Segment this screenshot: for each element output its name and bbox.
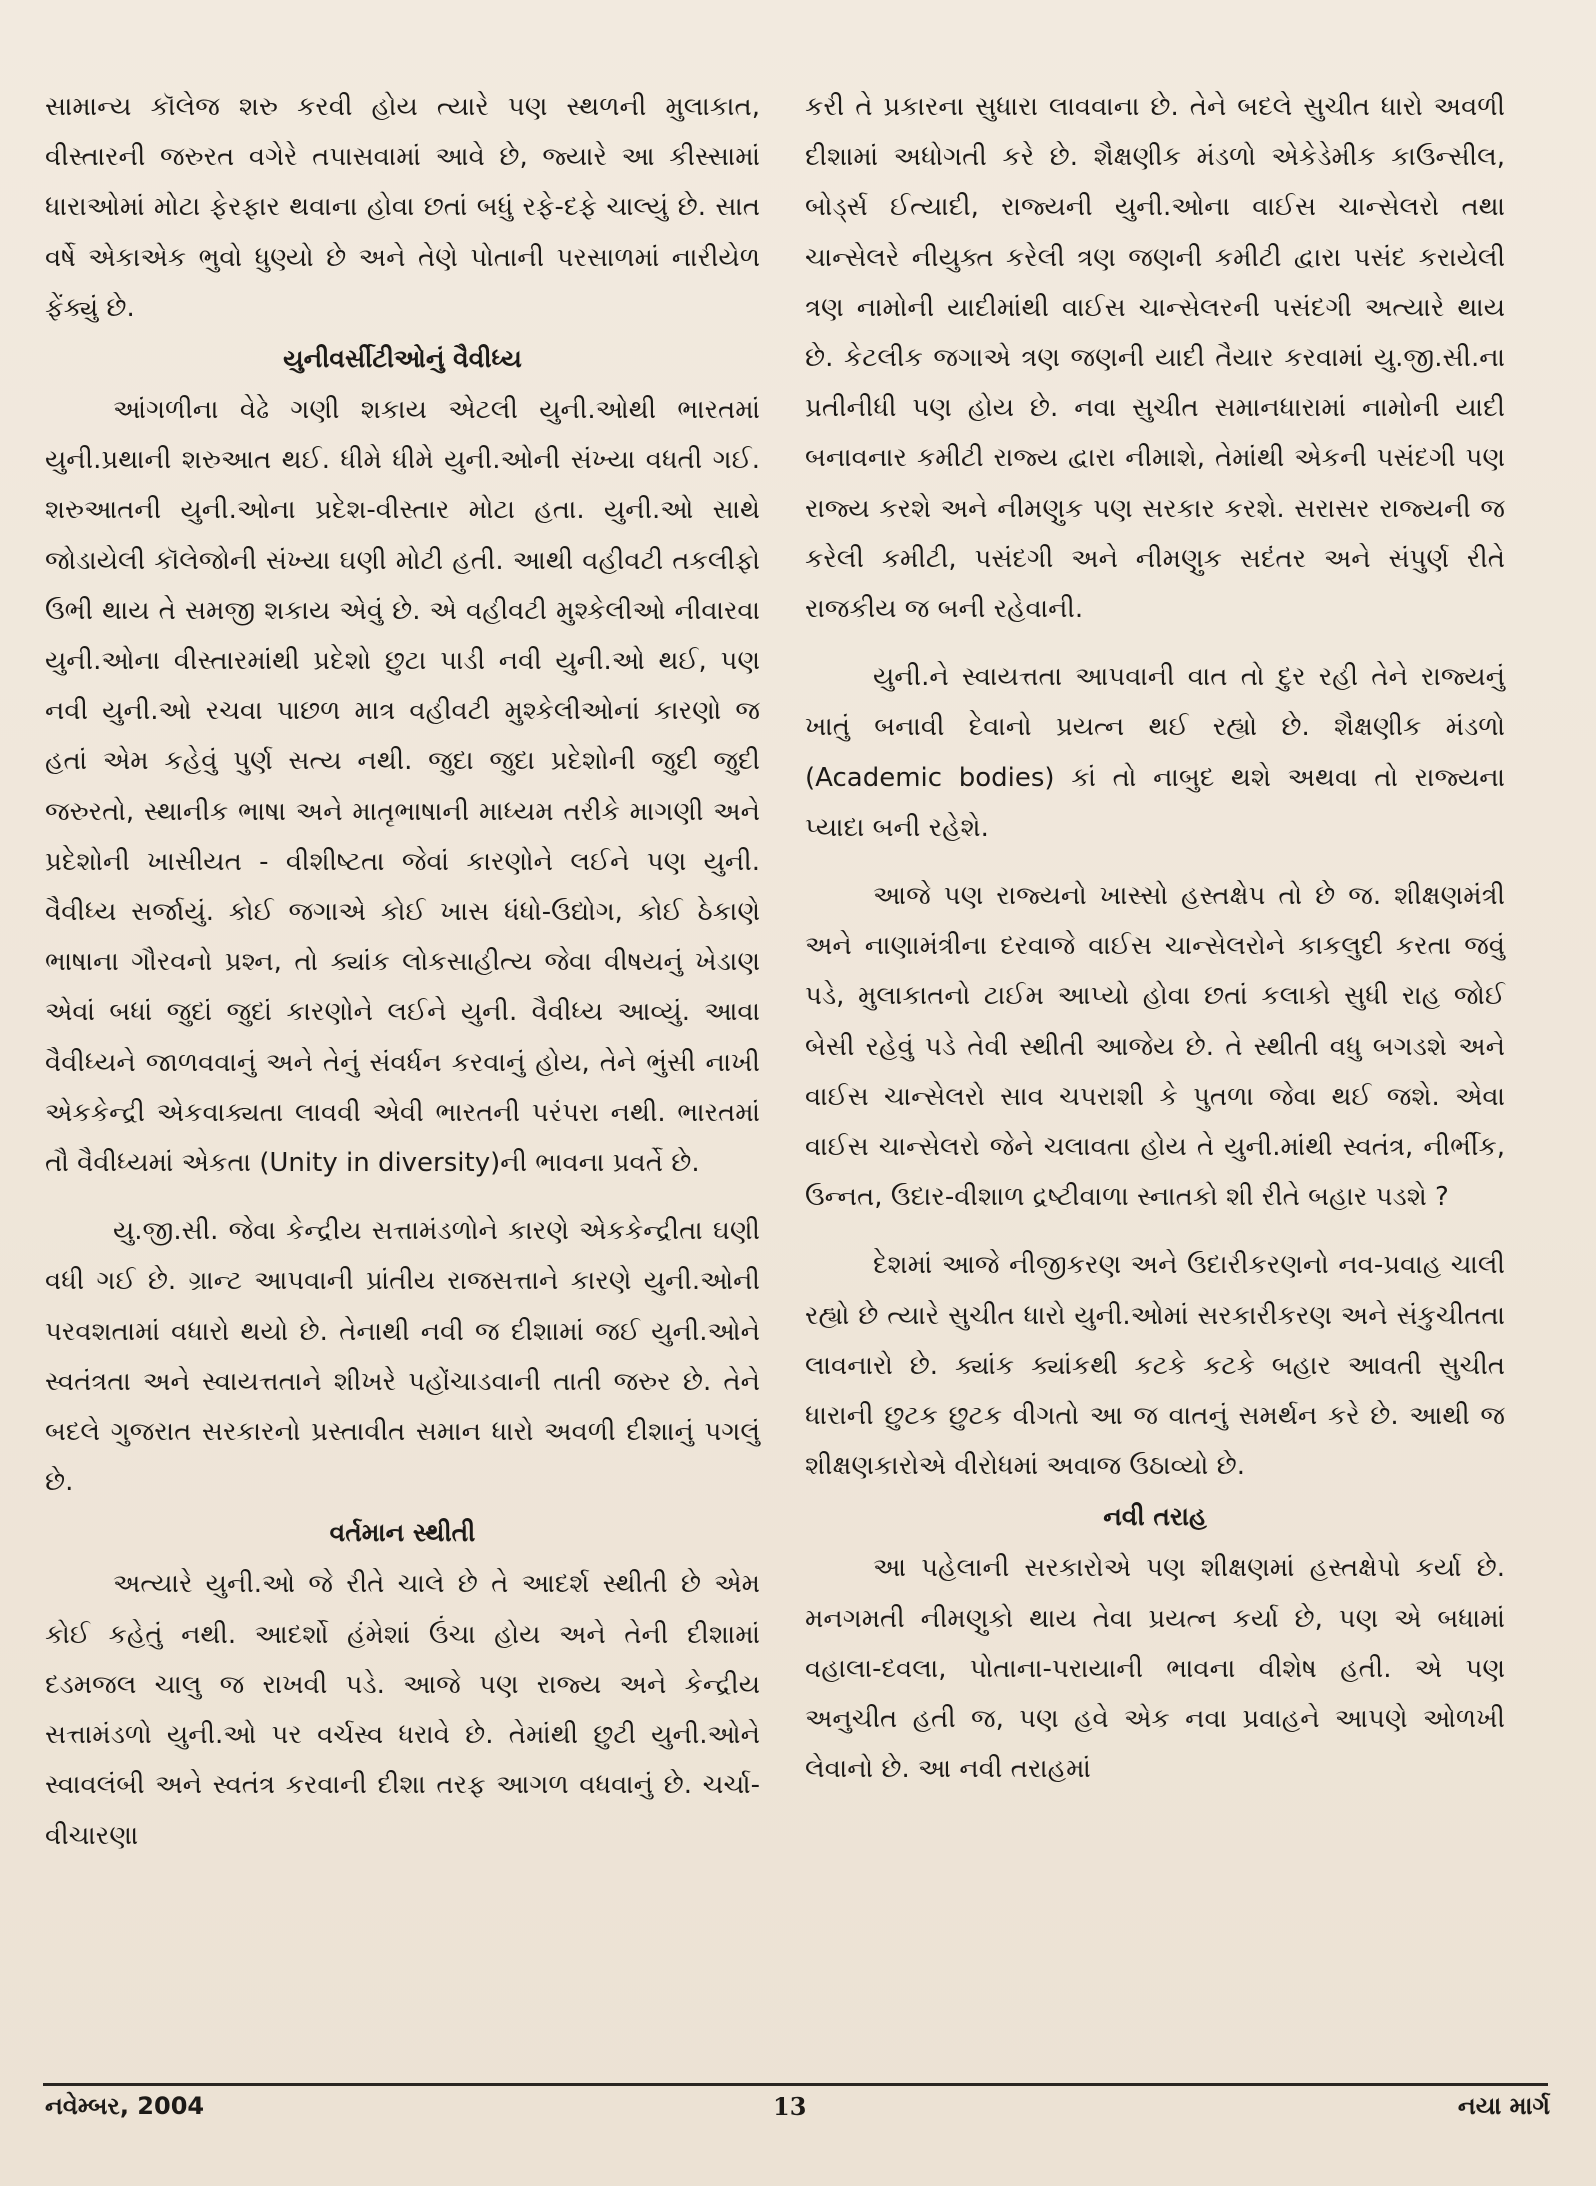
issue-date: નવેમ્બર, 2004	[45, 2092, 205, 2120]
section-heading-current-situation: વર્તમાન સ્થીતી	[329, 1518, 476, 1548]
paragraph: આજે પણ રાજ્યનો ખાસ્સો હસ્તક્ષેપ તો છે જ. શીક્ષણમંત્રી અને નાણામંત્રીના દરવાજે વાઈસ ચાન્સેલરોને કાકલુદી કરતા જવું પડે, મુલાકાતનો ટાઈમ આપ્યો હોવા છતાં કલાકો સુધી રાહ જોઈ બેસી રહેવું પડે તેવી સ્થીતી આજેય છે. તે સ્થીતી વધુ બગડશે અને વાઈસ ચાન્સેલરો સાવ ચપરાશી કે પુતળા જેવા થઈ જશે. એવા વાઈસ ચાન્સેલરો જેને ચલાવતા હોય તે યુની.માંથી સ્વતંત્ર, નીર્ભીક, ઉન્નત, ઉદાર-વીશાળ દ્રષ્ટીવાળા સ્નાતકો શી રીતે બહાર પડશે ?	[805, 881, 1505, 1213]
left-column	[45, 82, 760, 1861]
page-footer	[45, 2092, 1550, 2132]
publication-name: નયા માર્ગ	[1457, 2092, 1550, 2120]
paragraph: કરી તે પ્રકારના સુધારા લાવવાના છે. તેને બદલે સુચીત ધારો અવળી દીશામાં અધોગતી કરે છે. શૈક્ષણીક મંડળો એકેડેમીક કાઉન્સીલ, બોર્ડ્સ ઈત્યાદી, રાજ્યની યુની.ઓના વાઈસ ચાન્સેલરો તથા ચાન્સેલરે નીયુક્ત કરેલી ત્રણ જણની કમીટી દ્વારા પસંદ કરાયેલી ત્રણ નામોની યાદીમાંથી વાઈસ ચાન્સેલરની પસંદગી અત્યારે થાય છે. કેટલીક જગાએ ત્રણ જણની યાદી તૈયાર કરવામાં યુ.જી.સી.ના પ્રતીનીધી પણ હોય છે. નવા સુચીત સમાનધારામાં નામોની યાદી બનાવનાર કમીટી રાજ્ય દ્વારા નીમાશે, તેમાંથી એકની પસંદગી પણ રાજ્ય કરશે અને નીમણુક પણ સરકાર કરશે. સરાસર રાજ્યની જ કરેલી કમીટી, પસંદગી અને નીમણુક સદંતર અને સંપુર્ણ રીતે રાજકીય જ બની રહેવાની.	[805, 92, 1505, 625]
paragraph: અત્યારે યુની.ઓ જે રીતે ચાલે છે તે આદર્શ સ્થીતી છે એમ કોઈ કહેતું નથી. આદર્શો હંમેશાં ઉંચા હોય અને તેની દીશામાં દડમજલ ચાલુ જ રાખવી પડે. આજે પણ રાજ્ય અને કેન્દ્રીય સત્તામંડળો યુની.ઓ પર વર્ચસ્વ ધરાવે છે. તેમાંથી છુટી યુની.ઓને સ્વાવલંબી અને સ્વતંત્ર કરવાની દીશા તરફ આગળ વધવાનું છે. ચર્ચા-વીચારણા	[45, 1569, 760, 1851]
paragraph: સામાન્ય કૉલેજ શરુ કરવી હોય ત્યારે પણ સ્થળની મુલાકાત, વીસ્તારની જરુરત વગેરે તપાસવામાં આવે છે, જ્યારે આ કીસ્સામાં ધારાઓમાં મોટા ફેરફાર થવાના હોવા છતાં બધું રફે-દફે ચાલ્યું છે. સાત વર્ષે એકાએક ભુવો ધુણ્યો છે અને તેણે પોતાની પરસાળમાં નારીયેળ ફેંક્યું છે.	[45, 92, 760, 323]
paragraph: યુ.જી.સી. જેવા કેન્દ્રીય સત્તામંડળોને કારણે એકકેન્દ્રીતા ઘણી વધી ગઈ છે. ગ્રાન્ટ આપવાની પ્રાંતીય રાજસત્તાને કારણે યુની.ઓની પરવશતામાં વધારો થયો છે. તેનાથી નવી જ દીશામાં જઈ યુની.ઓને સ્વતંત્રતા અને સ્વાયત્તતાને શીખરે પહોંચાડવાની તાતી જરુર છે. તેને બદલે ગુજરાત સરકારનો પ્રસ્તાવીત સમાન ધારો અવળી દીશાનું પગલું છે.	[45, 1216, 760, 1498]
right-column	[805, 82, 1505, 1795]
section-heading-new-pattern: નવી તરાહ	[1103, 1502, 1207, 1532]
footer-divider	[43, 2083, 1548, 2086]
paragraph: દેશમાં આજે નીજીકરણ અને ઉદારીકરણનો નવ-પ્રવાહ ચાલી રહ્યો છે ત્યારે સુચીત ધારો યુની.ઓમાં સરકારીકરણ અને સંકુચીતતા લાવનારો છે. ક્યાંક ક્યાંકથી કટકે કટકે બહાર આવતી સુચીત ધારાની છુટક છુટક વીગતો આ જ વાતનું સમર્થન કરે છે. આથી જ શીક્ષણકારોએ વીરોધમાં અવાજ ઉઠાવ્યો છે.	[805, 1250, 1505, 1482]
paragraph: આંગળીના વેઢે ગણી શકાય એટલી યુની.ઓથી ભારતમાં યુની.પ્રથાની શરુઆત થઈ. ધીમે ધીમે યુની.ઓની સંખ્યા વધતી ગઈ. શરુઆતની યુની.ઓના પ્રદેશ-વીસ્તાર મોટા હતા. યુની.ઓ સાથે જોડાયેલી કૉલેજોની સંખ્યા ઘણી મોટી હતી. આથી વહીવટી તકલીફો ઉભી થાય તે સમજી શકાય એવું છે. એ વહીવટી મુશ્કેલીઓ નીવારવા યુની.ઓના વીસ્તારમાંથી પ્રદેશો છુટા પાડી નવી યુની.ઓ થઈ, પણ નવી યુની.ઓ રચવા પાછળ માત્ર વહીવટી મુશ્કેલીઓનાં કારણો જ હતાં એમ કહેવું પુર્ણ સત્ય નથી. જુદા જુદા પ્રદેશોની જુદી જુદી જરુરતો, સ્થાનીક ભાષા અને માતૃભાષાની માધ્યમ તરીકે માગણી અને પ્રદેશોની ખાસીયત - વીશીષ્ટતા જેવાં કારણોને લઈને પણ યુની. વૈવીધ્ય સર્જાયું. કોઈ જગાએ કોઈ ખાસ ધંધો-ઉદ્યોગ, કોઈ ઠેકાણે ભાષાના ગૌરવનો પ્રશ્ન, તો ક્યાંક લોકસાહીત્ય જેવા વીષયનું ખેડાણ એવાં બધાં જુદાં જુદાં કારણોને લઈને યુની. વૈવીધ્ય આવ્યું. આવા વૈવીધ્યને જાળવવાનું અને તેનું સંવર્ધન કરવાનું હોય, તેને ભુંસી નાખી એકકેન્દ્રી એકવાક્યતા લાવવી એવી ભારતની પરંપરા નથી. ભારતમાં તૌ વૈવીધ્યમાં એકતા (Unity in diversity)ની ભાવના પ્રવર્તે છે.	[45, 395, 760, 1179]
paragraph: આ પહેલાની સરકારોએ પણ શીક્ષણમાં હસ્તક્ષેપો કર્યા છે. મનગમતી નીમણુકો થાય તેવા પ્રયત્ન કર્યા છે, પણ એ બધામાં વહાલા-દવલા, પોતાના-પરાયાની ભાવના વીશેષ હતી. એ પણ અનુચીત હતી જ, પણ હવે એક નવા પ્રવાહને આપણે ઓળખી લેવાનો છે. આ નવી તરાહમાં	[805, 1553, 1505, 1785]
section-heading-university-diversity: યુનીવર્સીટીઓનું વૈવીધ્ય	[283, 344, 522, 374]
paragraph: યુની.ને સ્વાયત્તતા આપવાની વાત તો દુર રહી તેને રાજ્યનું ખાતું બનાવી દેવાનો પ્રયત્ન થઈ રહ્યો છે. શૈક્ષણીક મંડળો (Academic bodies) કાં તો નાબુદ થશે અથવા તો રાજ્યના પ્યાદા બની રહેશે.	[805, 662, 1505, 843]
page-number: 13	[773, 2092, 807, 2121]
